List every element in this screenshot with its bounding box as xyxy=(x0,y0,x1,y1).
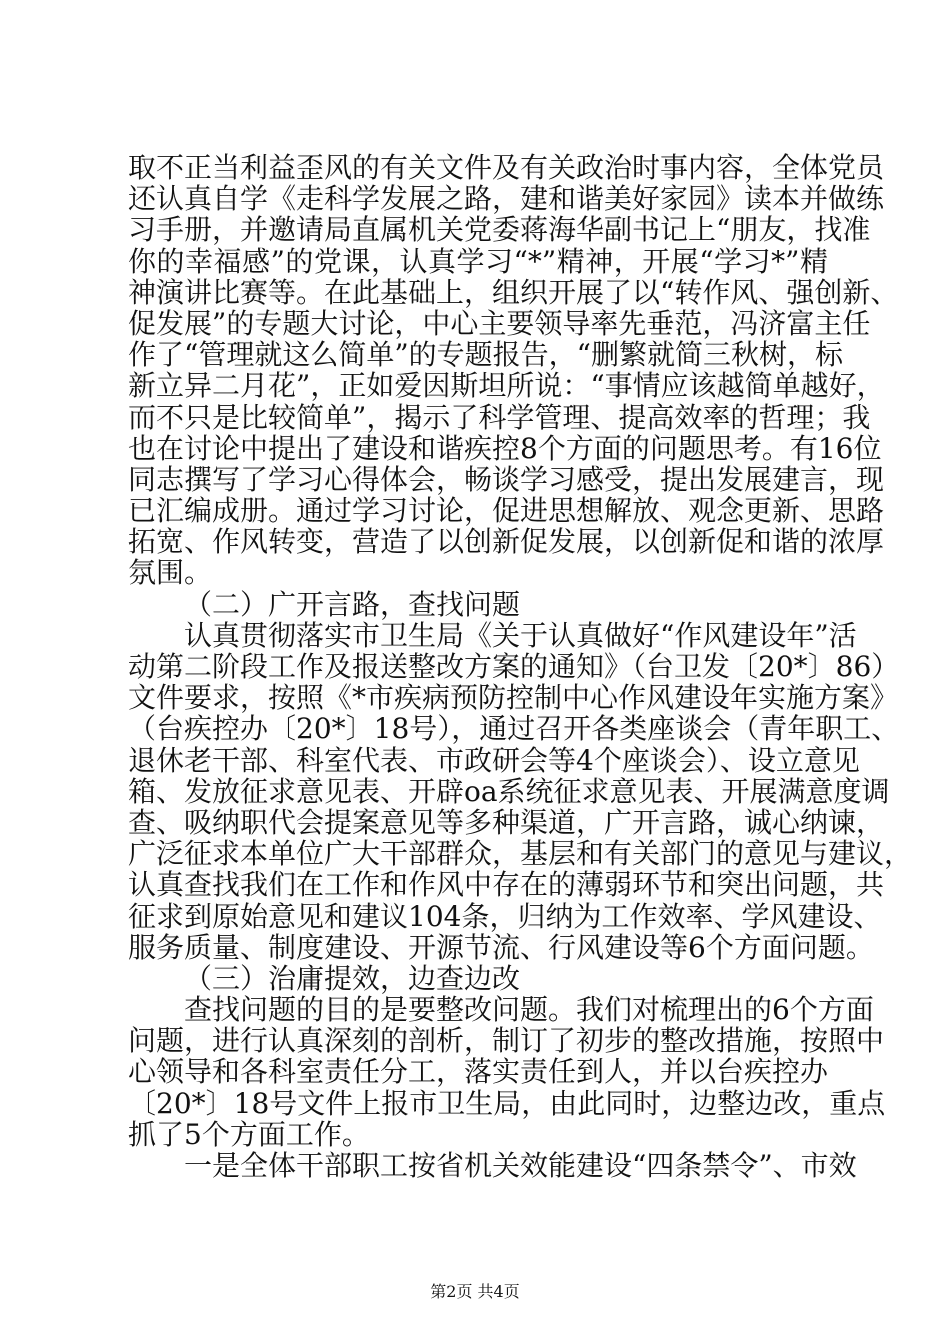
text-line: 动第二阶段工作及报送整改方案的通知》（台卫发〔20*〕86） xyxy=(128,650,900,683)
text-line: 箱、发放征求意见表、开辟oa系统征求意见表、开展满意度调 xyxy=(128,774,890,808)
document-body xyxy=(128,151,913,1182)
text-line: 查找问题的目的是要整改问题。我们对梳理出的6个方面 xyxy=(184,993,874,1027)
text-line: 同志撰写了学习心得体会，畅谈学习感受，提出发展建言，现 xyxy=(128,462,885,496)
text-line: 心领导和各科室责任分工，落实责任到人，并以台疾控办 xyxy=(128,1055,829,1089)
text-line: 而不只是比较简单”，揭示了科学管理、提高效率的哲理；我 xyxy=(128,400,871,434)
text-line: 征求到原始意见和建议104条，归纳为工作效率、学风建设、 xyxy=(128,899,882,933)
text-line: 认真贯彻落实市卫生局《关于认真做好“作风建设年”活 xyxy=(184,618,857,652)
text-line: 问题，进行认真深刻的剖析，制订了初步的整改措施，按照中 xyxy=(128,1024,885,1058)
text-line: 服务质量、制度建设、开源节流、行风建设等6个方面问题。 xyxy=(128,930,874,964)
text-line: 氛围。 xyxy=(128,556,213,590)
text-line: 退休老干部、科室代表、市政研会等4个座谈会）、设立意见 xyxy=(128,743,860,777)
paragraph-2 xyxy=(128,618,913,964)
text-line: 新立异二月花”，正如爱因斯坦所说：“事情应该越简单越好， xyxy=(128,369,885,403)
text-line: 也在讨论中提出了建设和谐疾控8个方面的问题思考。有16位 xyxy=(128,431,882,465)
text-line: （台疾控办〔20*〕18号），通过召开各类座谈会（青年职工、 xyxy=(128,712,900,746)
section-heading: （二）广开言路，查找问题 xyxy=(184,587,521,621)
text-line: 还认真自学《走科学发展之路，建和谐美好家园》读本并做练 xyxy=(128,182,885,216)
text-line: 查、吸纳职代会提案意见等多种渠道，广开言路，诚心纳谏， xyxy=(128,805,885,839)
text-line: 已汇编成册。通过学习讨论，促进思想解放、观念更新、思路 xyxy=(128,494,885,528)
text-line: 拓宽、作风转变，营造了以创新促发展，以创新促和谐的浓厚 xyxy=(128,525,885,559)
text-line: 作了“管理就这么简单”的专题报告，“删繁就简三秋树，标 xyxy=(128,338,843,372)
text-line: 〔20*〕18号文件上报市卫生局，由此同时，边整边改，重点 xyxy=(128,1086,886,1120)
paragraph-3 xyxy=(128,993,886,1151)
text-line: 习手册，并邀请局直属机关党委蒋海华副书记上“朋友，找准 xyxy=(128,213,871,247)
text-line: 促发展”的专题大讨论，中心主要领导率先垂范，冯济富主任 xyxy=(128,306,871,340)
paragraph-1 xyxy=(128,151,899,590)
page-footer: 第2页 共4页 xyxy=(430,1282,520,1301)
text-line: 抓了5个方面工作。 xyxy=(128,1117,370,1151)
paragraph-4 xyxy=(128,1149,857,1182)
text-line: 你的幸福感”的党课，认真学习“*”精神，开展“学习*”精 xyxy=(128,244,828,278)
text-line: 取不正当利益歪风的有关文件及有关政治时事内容，全体党员 xyxy=(128,151,885,184)
text-line: 认真查找我们在工作和作风中存在的薄弱环节和突出问题，共 xyxy=(128,868,885,902)
text-line: 文件要求，按照《*市疾病预防控制中心作风建设年实施方案》 xyxy=(128,681,899,715)
text-line: 神演讲比赛等。在此基础上，组织开展了以“转作风、强创新、 xyxy=(128,275,899,309)
section-heading: （三）治庸提效，边查边改 xyxy=(184,961,521,995)
text-line: 一是全体干部职工按省机关效能建设“四条禁令”、市效 xyxy=(184,1149,857,1182)
text-line: 广泛征求本单位广大干部群众，基层和有关部门的意见与建议， xyxy=(128,837,913,871)
